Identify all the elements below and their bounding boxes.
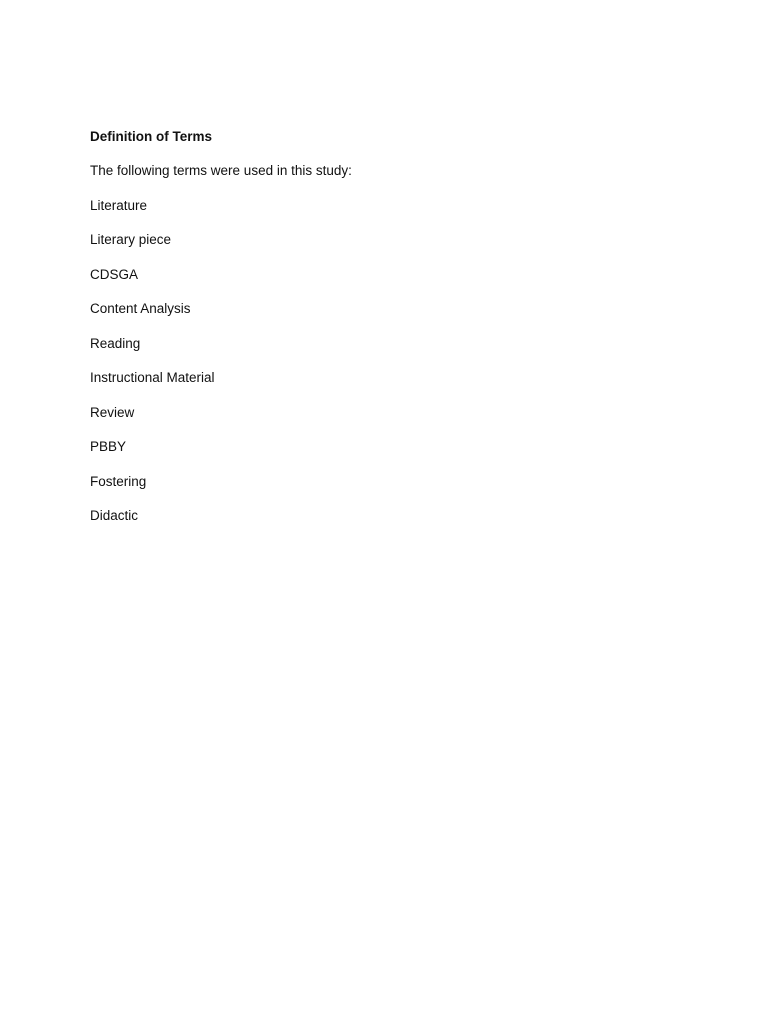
term-item: Reading: [90, 335, 141, 351]
term-item: Review: [90, 404, 135, 420]
term-item: Content Analysis: [90, 301, 191, 316]
document-body: [90, 128, 690, 542]
term-item: CDSGA: [90, 266, 139, 282]
term-item: Literary piece: [90, 232, 172, 247]
term-item: PBBY: [90, 439, 127, 454]
term-item: Fostering: [90, 473, 147, 489]
term-item: Didactic: [90, 508, 139, 523]
term-item: Literature: [90, 197, 148, 213]
term-item: Instructional Material: [90, 370, 215, 385]
terms-list: [90, 197, 690, 526]
intro-paragraph: The following terms were used in this study:: [90, 163, 352, 178]
section-heading: Definition of Terms: [90, 129, 213, 144]
